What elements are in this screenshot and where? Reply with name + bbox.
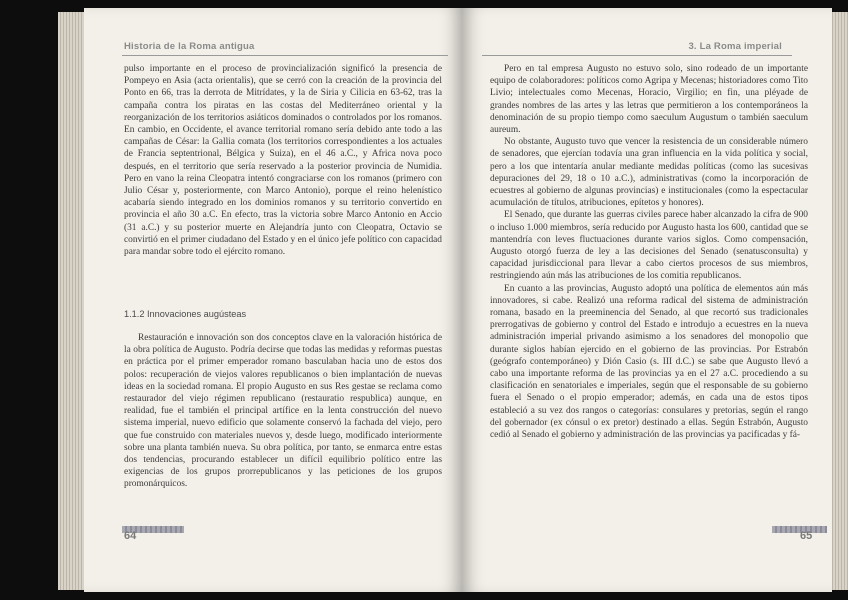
- left-section: [124, 308, 442, 320]
- right-body-text: [490, 63, 808, 441]
- right-paragraph-3: El Senado, que durante las guerras civiles parece haber alcanzado la cifra de 900 o incluso 1.000 miembros, sería reducido por Augusto hasta los 600, cantidad que se mantendría con leves fluctuaciones durante varios siglos. Como compensación, Augusto otorgó fuerza de ley a las decisiones del Senado (senatusconsulta) y capacidad jurisdiccional para llevar a cabo ciertos procesos de sus miembros, restringiendo aún más las atribuciones de los comitia republicanos.: [490, 210, 808, 282]
- left-paragraph-1: pulso importante en el proceso de provincialización significó la presencia de Pompeyo en Asia (acta orientalis), que se cerró con la creación de la provincia del Ponto en 66, tras la derrota de Mitrídates, y la de Siria y Cilicia en 63-62, tras la campaña contra los piratas en las costas del Mediterráneo oriental y la reorganización de los territorios asiáticos dominados o controlados por los romanos. En cambio, en Occidente, el avance territorial romano sería debido ante todo a las campañas de César: la Gallia comata (los territorios correspondientes a los actuales de Francia septentrional, Bélgica y Suiza), en el 46 a.C., y Africa nova poco después, en el territorio que sería reservado a la posterior provincia de Numidia. Pero en vano la reina Cleopatra intentó congraciarse con los romanos (primero con Julio César y, posteriormente, con Marco Antonio), porque el reino helenístico acabaría siendo integrado en los dominios romanos y su territorio convertido en provincia el año 30 a.C. En efecto, tras la victoria sobre Marco Antonio en Accio (31 a.C.) y su posterior muerte en Alejandría junto con Cleopatra, Octavio se convirtió en el primer ciudadano del Estado y en el único jefe político con capacidad para mandar sobre todo el ejército romano.: [124, 64, 442, 258]
- right-page: [462, 8, 832, 592]
- page-number-left: 64: [124, 530, 137, 542]
- right-paragraph-1: Pero en tal empresa Augusto no estuvo solo, sino rodeado de un importante equipo de colaboradores: políticos como Agripa y Mecenas; historiadores como Tito Livio; intelectuales como Mecenas, Horacio, Virgilio; en fin, una pléyade de grandes nombres de las artes y las letras que permitieron a los contemporáneos la denominación de su propio tiempo como saeculum Augustum o también saeculum aureum.: [490, 64, 808, 136]
- right-paragraph-4: En cuanto a las provincias, Augusto adoptó una política de elementos aún más innovadores, si cabe. Realizó una reforma radical del sistema de administración romana, basado en la preeminencia del Senado, al que recortó sus tradicionales prerrogativas de gobierno y control del Estado e introdujo a ecuestres en la nueva administración imperial privando asimismo a los senadores del monopolio que durante siglos habían ejercido en el gobierno de las provincias. Por Estrabón (geógrafo contemporáneo) y Dión Casio (s. III d.C.) se sabe que Augusto llevó a cabo una importante reforma de las provincias ya en el 27 a.C. procediendo a su clasificación en senatoriales e imperiales, según que el responsable de su gobierno fuera el Senado o el propio emperador; además, en cada una de estos tipos estableció a su vez dos rangos o categorías: consulares y pretorias, según el rango del gobernador (ex cónsul o ex pretor) destinado a ellas. Según Estrabón, Augusto cedió al Senado el gobierno y administración de las provincias ya pacificadas y fá-: [490, 283, 808, 441]
- header-rule-right: [482, 55, 792, 56]
- section-heading: 1.1.2 Innovaciones augústeas: [124, 309, 247, 319]
- open-book: [44, 0, 814, 600]
- left-body-text: [124, 63, 442, 258]
- left-page: [84, 8, 462, 592]
- page-edges-right: [832, 12, 848, 590]
- running-head-left: Historia de la Roma antigua: [124, 41, 255, 52]
- left-paragraph-2: Restauración e innovación son dos conceptos clave en la valoración histórica de la obra política de Augusto. Podría decirse que todas las medidas y reformas puestas en práctica por el primer emperador romano basculaban hacia uno de estos dos polos: recuperación de viejos valores republicanos o bien implantación de nuevas ideas en la sociedad romana. El propio Augusto en sus Res gestae se reclama como restaurador del viejo régimen republicano (restauratio respublica) aunque, en realidad, fue el también el principal artífice en la lenta construcción del nuevo sistema imperial, nuevo edificio que solamente conservó la fachada del viejo, pero que fue construido con materiales nuevos y, desde luego, modificado interiormente sobre una planta también nueva. Su obra política, por tanto, se enmarca entre estas dos tendencias, procurando establecer un difícil equilibrio político entre las exigencias de los grupos prorrepublicanos y las peticiones de los grupos promonárquicos.: [124, 333, 442, 490]
- left-body-text-2: [124, 332, 442, 491]
- right-paragraph-2: No obstante, Augusto tuvo que vencer la resistencia de un considerable número de senadores, que ejercían todavía una gran influencia en la vida política y social, pero a los que intentaría anular mediante medidas políticas (como las sucesivas depuraciones del 29, 18 o 10 a.C.), administrativas (como la incorporación de ecuestres al gobierno de algunas provincias) e institucionales (como la espectacular acumulación de títulos, atribuciones, epítetos y honores).: [490, 137, 808, 209]
- page-number-right: 65: [800, 530, 813, 542]
- header-rule-left: [122, 55, 448, 56]
- running-head-right: 3. La Roma imperial: [688, 41, 782, 52]
